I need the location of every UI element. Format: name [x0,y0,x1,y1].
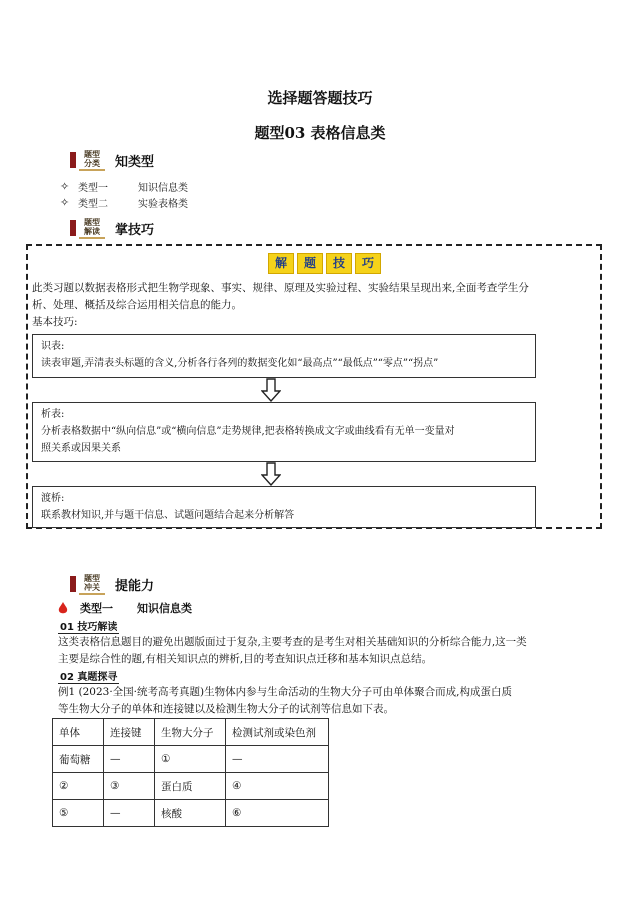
section-tag [79,149,105,171]
paragraph-line: 主要是综合性的题,有相关知识点的辨析,目的考查知识点迁移和基本知识点总结。 [58,653,433,665]
section-bar [70,220,76,236]
table-row [53,773,329,800]
paragraph-line: 等生物大分子的单体和连接键以及检测生物大分子的试剂等信息如下表。 [58,703,394,715]
badge-char: 技 [326,253,352,274]
table-header-cell: 检测试剂或染色剂 [226,719,329,746]
step-title: 渡桥: [41,493,65,504]
down-arrow-icon [261,378,281,402]
table-header-cell: 生物大分子 [155,719,226,746]
page-title: 选择题答题技巧 [267,89,373,107]
tips-badge [268,253,381,274]
badge-char: 题 [297,253,323,274]
page-subtitle: 题型03 表格信息类 [254,124,386,142]
intro-line: 此类习题以数据表格形式把生物学现象、事实、规律、原理及实验过程、实验结果呈现出来,全面考查学生分 [32,282,529,294]
basic-skills-label: 基本技巧: [32,316,78,328]
type-heading [58,600,192,616]
table-cell: 蛋白质 [155,773,226,800]
type-text: 知识信息类 [138,182,188,194]
list-item [60,194,188,210]
badge-char: 巧 [355,253,381,274]
type-list [60,178,188,210]
table-cell: ⑥ [226,800,329,827]
table-cell: — [104,800,155,827]
intro-line: 析、处理、概括及综合运用相关信息的能力。 [32,299,242,311]
paragraph-line: 例1 (2023·全国·统考高考真题)生物体内参与生命活动的生物大分子可由单体聚合而成,构成蛋白质 [58,686,512,698]
table-header-cell: 连接键 [104,719,155,746]
data-table [52,718,329,827]
type-text: 实验表格类 [138,198,188,210]
example-paragraph [58,684,618,718]
type-label: 类型二 [78,198,108,210]
section-tag-bottom: 分类 [84,158,100,168]
diamond-bullet-icon: ✧ [60,179,70,193]
skill-paragraph [58,634,618,668]
step-box-analyze [32,402,536,462]
section-bar [70,576,76,592]
down-arrow-icon [261,462,281,486]
section-bar [70,152,76,168]
table-cell: 核酸 [155,800,226,827]
type-label: 类型一 [78,182,108,194]
paragraph-line: 这类表格信息题目的避免出题版面过于复杂,主要考查的是考生对相关基础知识的分析综合能力,这一类 [58,636,527,648]
section-name: 提能力 [115,578,155,594]
step-text: 联系教材知识,并与题干信息、试题问题结合起来分析解答 [41,510,295,521]
table-cell: ④ [226,773,329,800]
tips-intro [32,280,602,331]
section-tag-top: 题型 [84,573,100,583]
step-box-bridge [32,486,536,528]
table-row [53,746,329,773]
table-row [53,800,329,827]
badge-char: 解 [268,253,294,274]
step-text: 读表审题,弄清表头标题的含义,分析各行各列的数据变化如“最高点”“最低点”“零点”“拐点” [41,358,439,369]
table-header-cell: 单体 [53,719,104,746]
section-tag [79,573,105,595]
table-cell: ③ [104,773,155,800]
section-header-classify [70,150,154,170]
type-heading-label: 类型一 [80,602,113,615]
section-tag-bottom: 冲关 [84,582,100,592]
table-cell: — [104,746,155,773]
section-name: 掌技巧 [115,222,155,238]
table-cell: — [226,746,329,773]
section-header-improve [70,574,154,594]
label-real-exam: 02 真题探寻 [58,668,119,684]
section-tag-bottom: 解读 [84,226,100,236]
step-title: 析表: [41,409,65,420]
table-cell: ⑤ [53,800,104,827]
list-item [60,178,188,194]
type-heading-name: 知识信息类 [137,602,192,615]
section-tag-top: 题型 [84,217,100,227]
flame-icon [58,602,68,615]
step-box-read [32,334,536,378]
step-text: 照关系或因果关系 [41,443,121,454]
section-tag-top: 题型 [84,149,100,159]
table-cell: 葡萄糖 [53,746,104,773]
section-name: 知类型 [115,154,155,170]
section-tag [79,217,105,239]
diamond-bullet-icon: ✧ [60,195,70,209]
table-cell: ① [155,746,226,773]
table-cell: ② [53,773,104,800]
step-text: 分析表格数据中“纵向信息”或“横向信息”走势规律,把表格转换成文字或曲线看有无单一变量对 [41,426,455,437]
table-header-row [53,719,329,746]
section-header-skills [70,218,154,238]
step-title: 识表: [41,341,65,352]
label-skill-interpretation: 01 技巧解读 [58,618,119,634]
